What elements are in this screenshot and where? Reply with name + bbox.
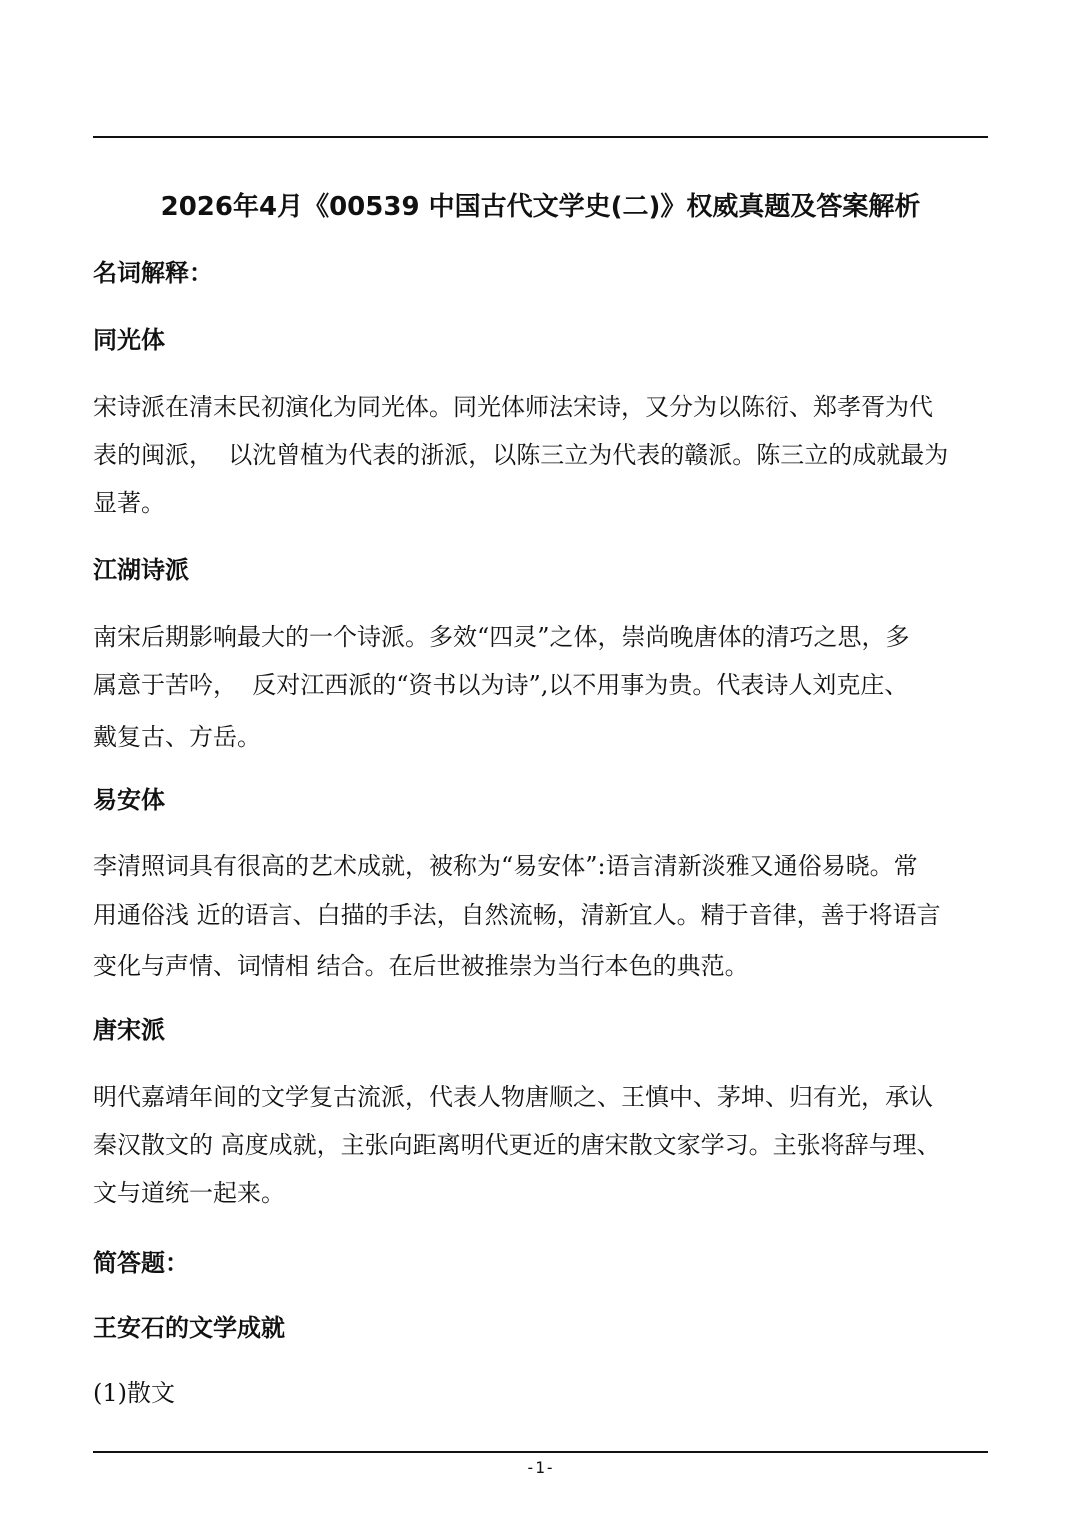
bottom-rule — [93, 1451, 988, 1453]
section-heading: 名词解释： — [93, 259, 213, 287]
term-heading: 同光体 — [93, 326, 165, 354]
section-heading: 简答题： — [93, 1249, 189, 1277]
term-text: 用通俗浅 近的语言、白描的手法，自然流畅，清新宜人。精于音律，善于将语言 — [93, 901, 941, 929]
term-text: 变化与声情、词情相 结合。在后世被推崇为当行本色的典范。 — [93, 952, 749, 980]
term-text: 明代嘉靖年间的文学复古流派，代表人物唐顺之、王慎中、茅坤、归有光，承认 — [93, 1083, 933, 1111]
term-heading: 江湖诗派 — [93, 556, 189, 584]
term-text: 显著。 — [93, 489, 165, 517]
term-heading: 易安体 — [93, 786, 165, 814]
page-number: -1- — [525, 1458, 555, 1477]
answer-item: (1)散文 — [93, 1379, 175, 1407]
term-text: 宋诗派在清末民初演化为同光体。同光体师法宋诗，又分为以陈衍、郑孝胥为代 — [93, 393, 933, 421]
term-heading: 唐宋派 — [93, 1016, 165, 1044]
question-heading: 王安石的文学成就 — [93, 1314, 285, 1342]
term-text: 属意于苦吟， 反对江西派的“资书以为诗”,以不用事为贵。代表诗人刘克庄、 — [93, 671, 909, 699]
term-text: 表的闽派， 以沈曾植为代表的浙派，以陈三立为代表的赣派。陈三立的成就最为 — [93, 441, 949, 469]
term-text: 南宋后期影响最大的一个诗派。多效“四灵”之体，崇尚晚唐体的清巧之思，多 — [93, 623, 910, 651]
term-text: 戴复古、方岳。 — [93, 723, 261, 751]
term-text: 秦汉散文的 高度成就，主张向距离明代更近的唐宋散文家学习。主张将辞与理、 — [93, 1131, 941, 1159]
page-title: 2026年4月《00539 中国古代文学史(二)》权威真题及答案解析 — [160, 192, 921, 222]
term-text: 文与道统一起来。 — [93, 1179, 285, 1207]
top-rule — [93, 136, 988, 138]
term-text: 李清照词具有很高的艺术成就，被称为“易安体”:语言清新淡雅又通俗易晓。常 — [93, 852, 918, 880]
